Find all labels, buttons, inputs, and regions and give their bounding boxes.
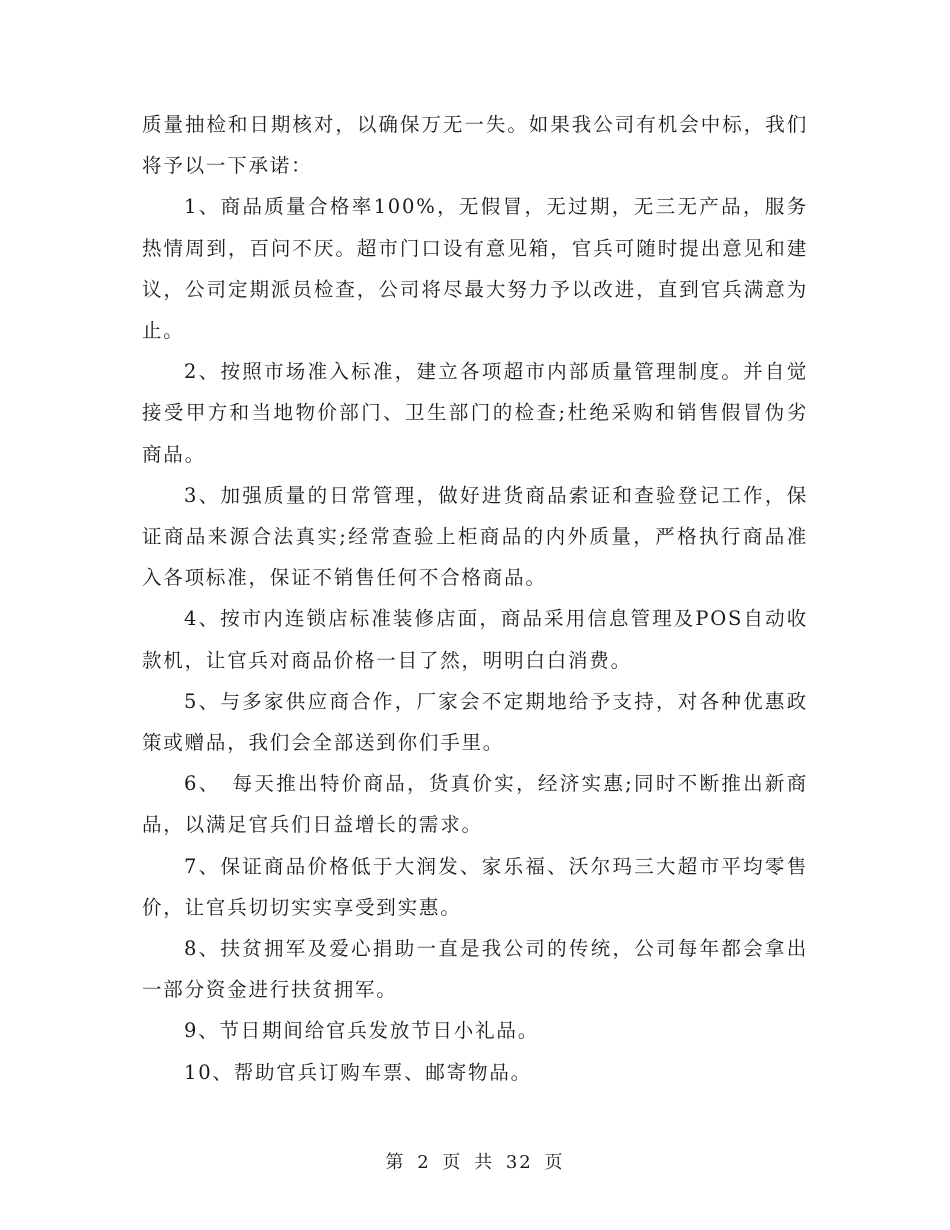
commitment-item-1: 1、商品质量合格率100%，无假冒，无过期，无三无产品，服务热情周到，百问不厌。超市门口设有意见箱，官兵可随时提出意见和建议，公司定期派员检查，公司将尽最大努力予以改进，直到官兵满意为止。 (142, 195, 808, 343)
commitment-item-6: 6、 每天推出特价商品，货真价实，经济实惠;同时不断推出新商品，以满足官兵们日益增长的需求。 (142, 772, 808, 837)
commitment-item-5: 5、与多家供应商合作，厂家会不定期地给予支持，对各种优惠政策或赠品，我们会全部送到你们手里。 (142, 689, 808, 755)
commitment-item-10: 10、帮助官兵订购车票、邮寄物品。 (184, 1060, 532, 1084)
body-text (142, 104, 808, 1093)
commitment-item-3: 3、加强质量的日常管理，做好进货商品索证和查验登记工作，保证商品来源合法真实;经常查验上柜商品的内外质量，严格执行商品准入各项标准，保证不销售任何不合格商品。 (142, 483, 808, 590)
commitment-item-2: 2、按照市场准入标准，建立各项超市内部质量管理制度。并自觉接受甲方和当地物价部门、卫生部门的检查;杜绝采购和销售假冒伪劣商品。 (142, 360, 808, 466)
paragraph-continuation: 质量抽检和日期核对，以确保万无一失。如果我公司有机会中标，我们将予以一下承诺： (142, 113, 808, 178)
commitment-item-9: 9、节日期间给官兵发放节日小礼品。 (184, 1019, 540, 1043)
commitment-item-7: 7、保证商品价格低于大润发、家乐福、沃尔玛三大超市平均零售价，让官兵切切实实享受到实惠。 (142, 854, 808, 919)
commitment-item-4: 4、按市内连锁店标准装修店面，商品采用信息管理及POS自动收款机，让官兵对商品价格一目了然，明明白白消费。 (142, 607, 808, 672)
commitment-item-8: 8、扶贫拥军及爱心捐助一直是我公司的传统，公司每年都会拿出一部分资金进行扶贫拥军。 (142, 937, 808, 1002)
page-footer: 第 2 页 共 32 页 (385, 1152, 565, 1173)
